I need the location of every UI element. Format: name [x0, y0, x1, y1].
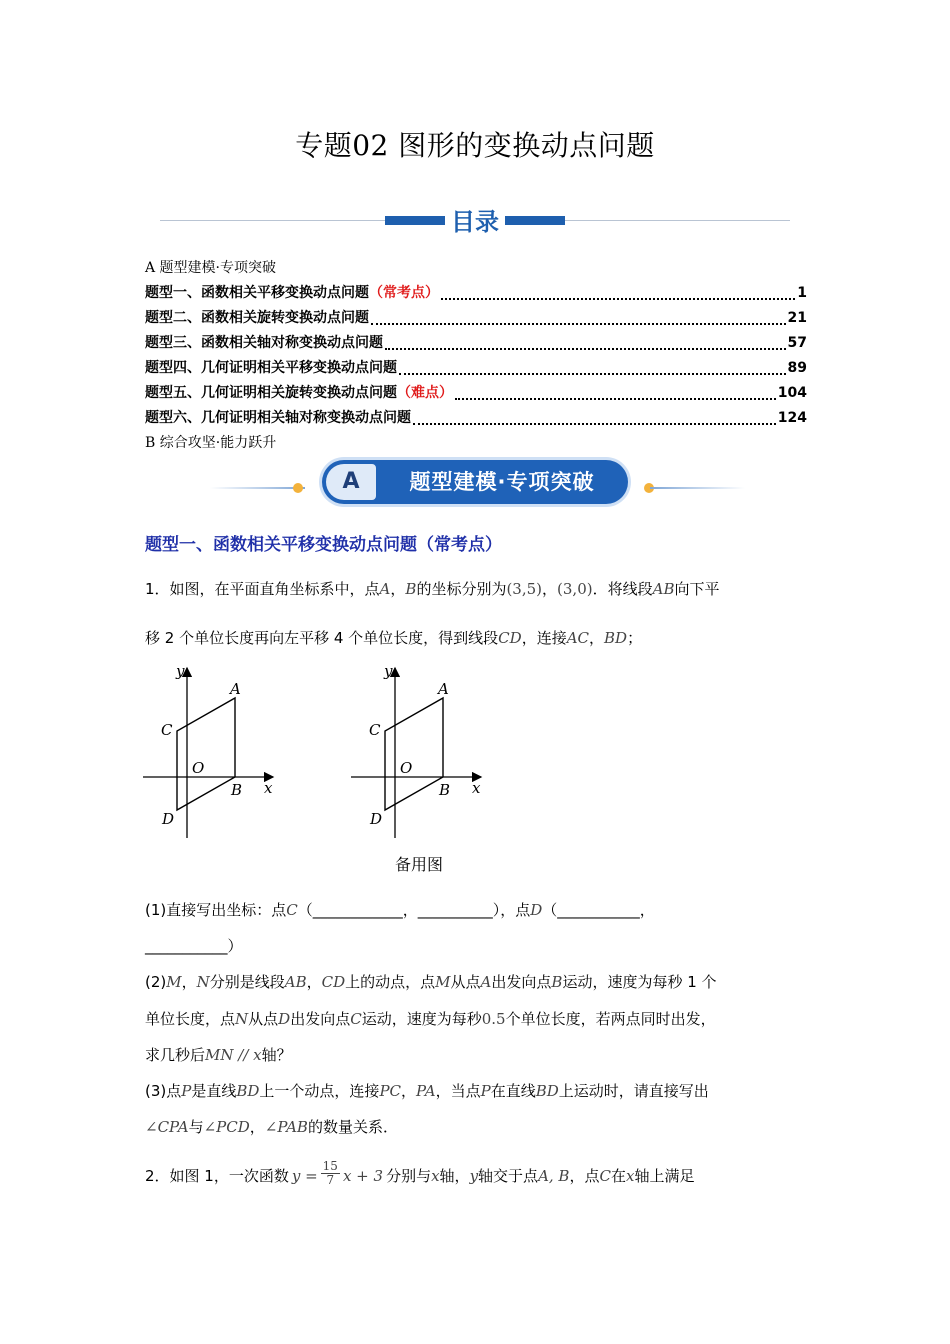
toc-entry-label: 题型三、函数相关轴对称变换动点问题 — [145, 335, 383, 351]
toc-heading: 目录 — [451, 208, 499, 236]
toc-entry-page: 124 — [777, 410, 807, 426]
q1-part1-cont: ___________） — [145, 937, 243, 955]
label-b: B — [231, 781, 243, 799]
toc-entry[interactable] — [145, 281, 807, 306]
label-o: O — [400, 759, 413, 777]
toc-entry-page: 1 — [797, 285, 807, 301]
label-x: x — [472, 779, 481, 797]
label-b: B — [439, 781, 451, 799]
toc-entry-page: 57 — [787, 335, 807, 351]
banner-line-left — [210, 487, 305, 489]
q1-part2-line1: (2)M，N分别是线段AB，CD上的动点，点M从点A出发向点B运动，速度为每秒 1 个 — [145, 973, 717, 991]
q1-part3-line1: (3)点P是直线BD上一个动点，连接PC，PA，当点P在直线BD上运动时，请直接写出 — [145, 1082, 709, 1100]
toc-part-b: B 综合攻坚·能力跃升 — [145, 435, 277, 451]
toc-entry-label: 题型五、几何证明相关旋转变换动点问题 — [145, 385, 397, 401]
label-d: D — [162, 810, 175, 828]
q1-part2-line2: 单位长度，点N从点D出发向点C运动，速度为每秒0.5个单位长度，若两点同时出发， — [145, 1010, 716, 1028]
toc-divider-right — [565, 220, 790, 221]
toc-dots — [455, 398, 776, 400]
section-title: 题型一、函数相关平移变换动点问题（常考点） — [145, 535, 502, 555]
toc-bar-left — [385, 216, 445, 225]
toc-dots — [413, 423, 776, 425]
toc-entry-tag: （难点） — [397, 385, 453, 401]
toc-entry-label: 题型一、函数相关平移变换动点问题 — [145, 285, 369, 301]
label-x: x — [264, 779, 273, 797]
toc-entry[interactable] — [145, 406, 807, 431]
label-c: C — [161, 721, 173, 739]
toc-dots — [371, 323, 786, 325]
banner-line-right — [650, 487, 745, 489]
parallelogram-abdc — [177, 698, 235, 810]
banner-letter: A — [326, 464, 376, 500]
q1-line2: 移 2 个单位长度再向左平移 4 个单位长度，得到线段CD，连接AC，BD； — [145, 629, 643, 647]
q1-line1: 1．如图，在平面直角坐标系中，点A，B的坐标分别为(3,5)，(3,0)．将线段AB向下平 — [145, 580, 720, 598]
toc-entry-page: 104 — [777, 385, 807, 401]
toc-entry[interactable] — [145, 356, 807, 381]
toc-dots — [399, 373, 786, 375]
toc-entry-label: 题型二、函数相关旋转变换动点问题 — [145, 310, 369, 326]
toc-entry-tag: （常考点） — [369, 285, 439, 301]
toc-entry-page: 21 — [787, 310, 807, 326]
figure-1 — [140, 660, 280, 840]
toc-entry[interactable] — [145, 306, 807, 331]
page-title: 专题02 图形的变换动点问题 — [295, 129, 655, 162]
label-y: y — [384, 662, 393, 680]
fraction: $\frac{15}{7}$ — [322, 1158, 338, 1187]
label-y: y — [176, 662, 185, 680]
q1-part2-line3: 求几秒后MN // x轴？ — [145, 1046, 292, 1064]
label-a: A — [438, 680, 449, 698]
q2-line1: 2．如图 1，一次函数 y = $\frac{15}{7}$ x + 3 分别与 x 轴， y 轴交于点 A, B ，点 C 在 x 轴上满足 — [145, 1158, 695, 1187]
toc-part-a: A 题型建模·专项突破 — [145, 260, 277, 276]
label-a: A — [230, 680, 241, 698]
toc-bar-right — [505, 216, 565, 225]
q1-part1: (1)直接写出坐标：点C（____________，__________），点D（___________， — [145, 901, 655, 919]
toc-entry[interactable] — [145, 331, 807, 356]
toc-divider-left — [160, 220, 385, 221]
label-o: O — [192, 759, 205, 777]
toc-entry-label: 题型四、几何证明相关平移变换动点问题 — [145, 360, 397, 376]
label-c: C — [369, 721, 381, 739]
banner-text: 题型建模·专项突破 — [409, 470, 595, 494]
figure-caption: 备用图 — [395, 855, 444, 874]
toc-entry[interactable] — [145, 381, 807, 406]
q1-part3-line2: ∠CPA与∠PCD，∠PAB的数量关系． — [145, 1118, 398, 1136]
toc-entry-page: 89 — [787, 360, 807, 376]
toc-dots — [385, 348, 786, 350]
label-d: D — [370, 810, 383, 828]
toc-dots — [441, 298, 795, 300]
parallelogram-abdc — [385, 698, 443, 810]
banner-dot-left — [293, 483, 303, 493]
toc-entry-label: 题型六、几何证明相关轴对称变换动点问题 — [145, 410, 411, 426]
figure-2-backup — [348, 660, 488, 840]
